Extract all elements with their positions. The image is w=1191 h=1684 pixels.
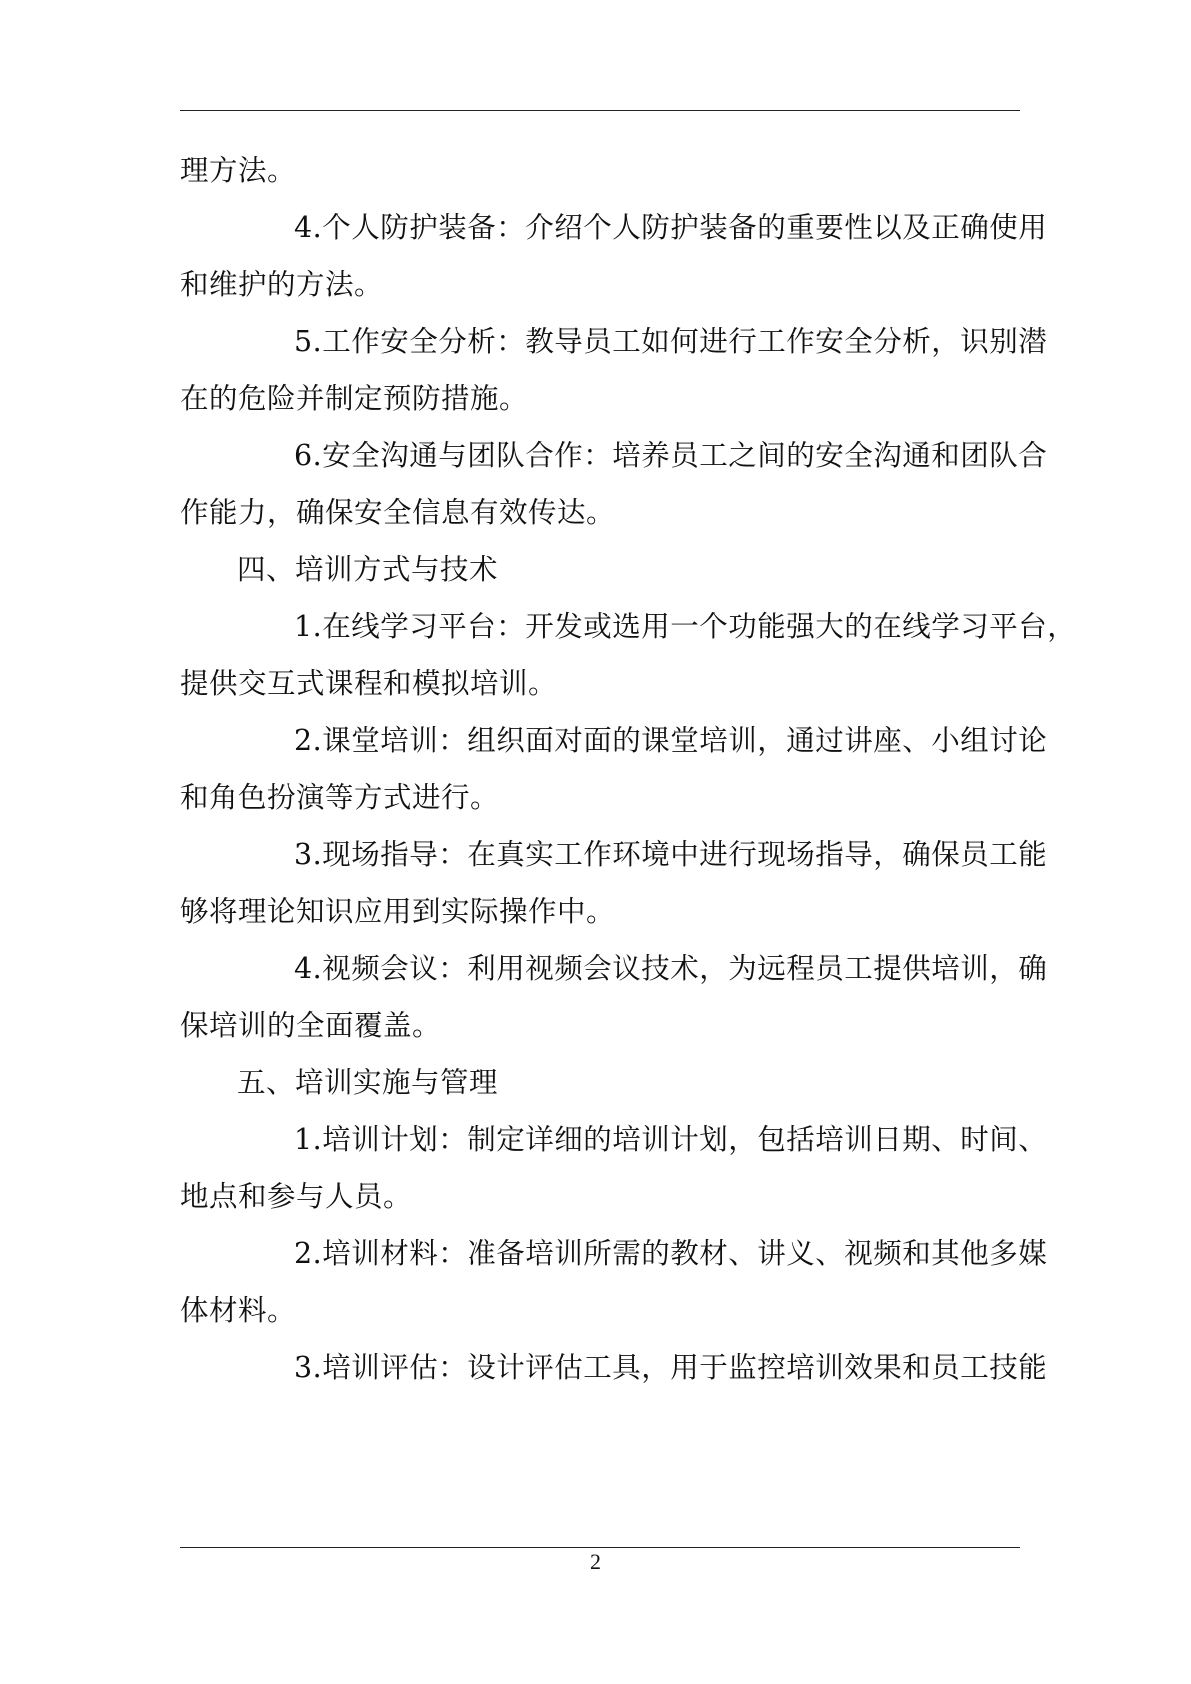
list-item-text: 6.安全沟通与团队合作：培养员工之间的安全沟通和团队合	[294, 439, 1048, 472]
text-line: 体材料。	[180, 1294, 297, 1327]
text-line: 作能力，确保安全信息有效传达。	[180, 496, 616, 529]
list-item-text: 4.视频会议：利用视频会议技术，为远程员工提供培训，确	[294, 952, 1048, 985]
section-heading: 四、培训方式与技术	[237, 553, 499, 586]
list-item-text: 2.课堂培训：组织面对面的课堂培训，通过讲座、小组讨论	[294, 724, 1048, 757]
text-line: 在的危险并制定预防措施。	[180, 382, 529, 415]
text-line: 地点和参与人员。	[180, 1180, 413, 1213]
list-item-text: 3.现场指导：在真实工作环境中进行现场指导，确保员工能	[294, 838, 1048, 871]
text-line: 理方法。	[180, 154, 297, 187]
text-line: 和维护的方法。	[180, 268, 384, 301]
text-line: 和角色扮演等方式进行。	[180, 781, 500, 814]
list-item-text: 1.培训计划：制定详细的培训计划，包括培训日期、时间、	[294, 1123, 1048, 1156]
text-line: 保培训的全面覆盖。	[180, 1009, 442, 1042]
header-rule	[180, 110, 1020, 111]
list-item-text: 2.培训材料：准备培训所需的教材、讲义、视频和其他多媒	[294, 1237, 1048, 1270]
section-heading: 五、培训实施与管理	[237, 1066, 499, 1099]
list-item-text: 4.个人防护装备：介绍个人防护装备的重要性以及正确使用	[294, 211, 1048, 244]
text-line: 提供交互式课程和模拟培训。	[180, 667, 558, 700]
list-item-text: 3.培训评估：设计评估工具，用于监控培训效果和员工技能	[294, 1351, 1048, 1384]
text-line: 够将理论知识应用到实际操作中。	[180, 895, 616, 928]
list-item-text: 5.工作安全分析：教导员工如何进行工作安全分析，识别潜	[294, 325, 1048, 358]
list-item-text: 1.在线学习平台：开发或选用一个功能强大的在线学习平台，	[294, 610, 1077, 643]
page-number: 2	[590, 1549, 601, 1574]
